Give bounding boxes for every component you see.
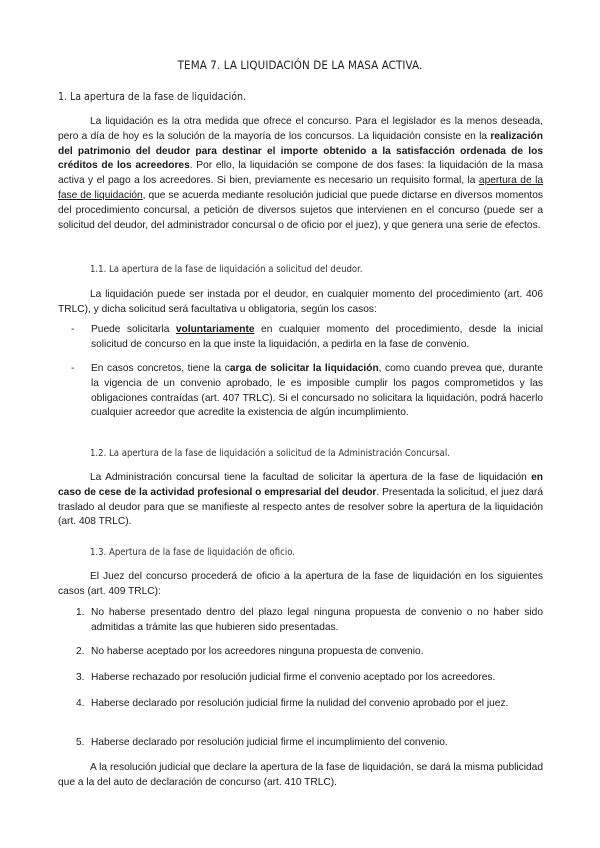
list-item-text: No haberse presentado dentro del plazo legal ninguna propuesta de convenio o no haber sido admitidas a trámite las que hubieren sido presentadas. [91,607,543,633]
bullet-dash: - [71,324,75,335]
list-item [58,697,543,712]
bold-text: voluntariamente [175,324,255,335]
list-item-text: Haberse rechazado por resolución judicial firme el convenio aceptado por los acreedores. [91,672,496,683]
list-item [58,645,543,660]
section-1-1-paragraph: La liquidación puede ser instada por el deudor, en cualquier momento del procedimiento (art. 406 TRLC), y dicha solicitud será facultativa u obligatoria, según los casos: [58,289,543,315]
underlined-text: apertura de la fase de liquidación [58,175,543,201]
document-title: TEMA 7. LA LIQUIDACIÓN DE LA MASA ACTIVA. [177,58,423,72]
list-item [58,736,543,751]
bold-text: arga de solicitar la liquidación [229,363,379,374]
bullet-item-voluntary [58,323,543,353]
section-1-2-paragraph: La Administración concursal tiene la facultad de solicitar la apertura de la fase de liquidación en caso de cese de la actividad profesional o empresarial del deudor. Presentada la solicitud, el juez dará traslado al deudor para que se manifieste al respecto antes de resolver sobre la apertura de la liquidación (art. 408 TRLC). [58,472,543,528]
section-1-heading: 1. La apertura de la fase de liquidación. [58,91,247,103]
list-item-text: No haberse aceptado por los acreedores ninguna propuesta de convenio. [91,646,424,657]
list-item-text: Haberse declarado por resolución judicial firme el incumplimiento del convenio. [91,737,448,748]
list-item-number: 1. [76,607,85,618]
list-item-number: 3. [76,672,85,683]
list-item-number: 5. [76,737,85,748]
section-1-2-heading: 1.2. La apertura de la fase de liquidación a solicitud de la Administración Concursal. [90,448,450,459]
closing-paragraph: A la resolución judicial que declare la apertura de la fase de liquidación, se dará la misma publicidad que a la del auto de declaración de concurso (art. 410 TRLC). [58,762,543,788]
list-item [58,671,543,686]
bold-text: en caso de cese de la actividad profesional o empresarial del deudor [58,472,543,498]
list-item-number: 4. [76,698,85,709]
bullet-dash: - [71,363,75,374]
section-1-paragraph: La liquidación es la otra medida que ofrece el concurso. Para el legislador es la menos deseada, pero a día de hoy es la solución de la mayoría de los concursos. La liquidación consiste en la realización del patrimonio del deudor para destinar el importe obtenido a la satisfacción ordenada de los créditos de los acreedores. Por ello, la liquidación se compone de dos fases: la liquidación de la masa activa y el pago a los acreedores. Si bien, previamente es necesario un requisito formal, la apertura de la fase de liquidación, que se acuerda mediante resolución judicial que puede dictarse en diversos momentos del procedimiento concursal, a petición de diversos sujetos que intervienen en el concurso (puede ser a solicitud del deudor, del administrador concursal o de oficio por el juez), y que genera una serie de efectos. [58,116,543,231]
section-1-3-paragraph: El Juez del concurso procederá de oficio a la apertura de la fase de liquidación en los siguientes casos (art. 409 TRLC): [58,571,543,597]
section-1-3-heading: 1.3. Apertura de la fase de liquidación de oficio. [90,547,296,558]
section-1-1-heading: 1.1. La apertura de la fase de liquidación a solicitud del deudor. [90,264,363,275]
list-item-text: Haberse declarado por resolución judicial firme la nulidad del convenio aprobado por el juez. [91,698,509,709]
bullet-text: En casos concretos, tiene la carga de solicitar la liquidación, como cuando prevea que, durante la vigencia de un convenio aprobado, le es imposible cumplir los pagos comprometidos y las obligaciones contraídas (art. 407 TRLC). Si el concursado no solicitara la liquidación, podrá hacerlo cualquier acreedor que acredite la existencia de algún incumplimiento. [91,363,543,419]
bold-text: realización del patrimonio del deudor para destinar el importe obtenido a la satisfacción ordenada de los créditos de los acreedores [58,130,543,172]
bullet-text: Puede solicitarla voluntariamente en cualquier momento del procedimiento, desde la inicial solicitud de concurso en la que inste la liquidación, a pedirla en la fase de convenio. [91,324,543,350]
bullet-item-obligatory [58,362,543,421]
list-item-number: 2. [76,646,85,657]
list-item [58,606,543,636]
